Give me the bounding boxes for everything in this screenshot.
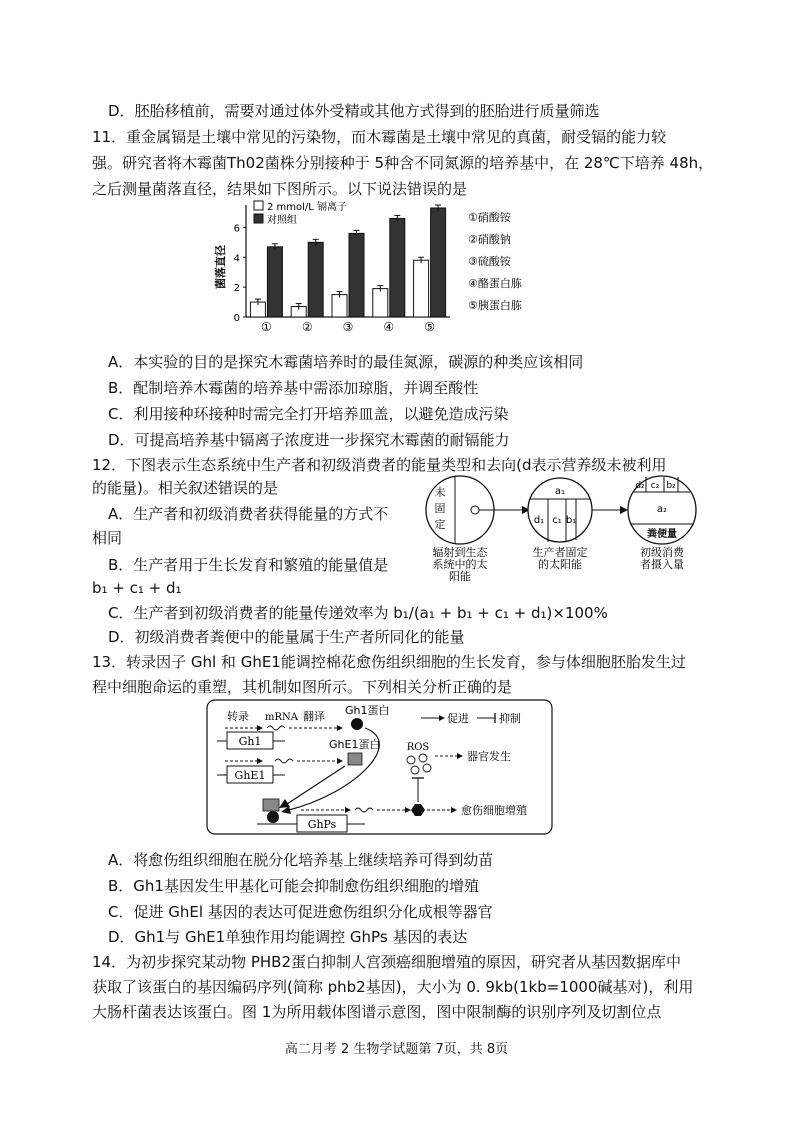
bar-control [390,218,405,317]
q12-d1-label: d₁ [533,515,545,526]
gh1-bound-icon [267,811,279,823]
q12-caption2-line1: 生产者固定 [532,546,588,559]
q13-ghe1-gene-label: GhE1 [234,769,266,782]
q13-ghps-gene-label: GhPs [307,818,337,831]
q12-b2-label: b₂ [666,481,676,491]
legend-swatch [254,214,263,223]
q13-option-c: C．促进 GhEl 基因的表达可促进愈伤组织分化成根等器官 [108,903,493,921]
q11-stem-line-3: 之后测量菌落直径，结果如下图所示。以下说法错误的是 [92,180,468,198]
q12-c1-label: c₁ [552,515,562,526]
bar-control [267,247,282,317]
ros-bubble-icon [411,766,419,774]
q12-caption1-line3: 阳能 [449,570,471,582]
q12-option-a: A．生产者和初级消费者获得能量的方式不 [108,505,389,523]
q14-stem-line-1: 14．为初步探究某动物 PHB2蛋白抑制人宫颈癌细胞增殖的原因，研究者从基因数据库中 [92,953,682,971]
q12-circle1-char-2: 固 [434,502,446,515]
q12-c2-label: c₂ [650,481,660,491]
x-tick-label: ① [261,320,272,334]
q13-inhibit-label: 抑制 [499,712,521,725]
q13-gh1-gene-label: Gh1 [238,735,262,748]
y-tick-label: 4 [233,253,240,265]
q13-organ-label: 器官发生 [467,750,511,763]
q11-option-d: D．可提高培养基中镉离子浓度进一步探究木霉菌的耐镉能力 [108,431,510,449]
y-tick-label: 2 [233,283,240,295]
q12-d2-label: d₂ [635,481,645,491]
q12-caption1-line1: 辐射到生态 [432,546,488,559]
q12-caption1-line2: 系统中的太 [432,558,488,571]
q11-bar-chart [210,195,550,345]
bar-cadmium [332,295,347,317]
q13-translate-label: 翻译 [303,710,325,723]
q12-b1-label: b₁ [565,515,577,526]
q13-promote-label: 促进 [447,712,469,725]
ros-bubble-icon [407,756,415,764]
bar-cadmium [373,289,388,317]
q11-option-a: A．本实验的目的是探究木霉菌培养时的最佳氮源，碳源的种类应该相同 [108,353,584,371]
q13-transcribe-label: 转录 [227,710,249,723]
q13-ghe1-protein-label: GhE1蛋白 [329,738,381,751]
q13-option-a: A．将愈伤组织细胞在脱分化培养基上继续培养可得到幼苗 [108,851,494,869]
q12-option-a-cont: 相同 [92,529,123,547]
nitrogen-source-label: ⑤胰蛋白胨 [468,299,522,312]
bar-control [431,208,446,317]
q13-stem-line-1: 13．转录因子 Ghl 和 GhE1能调控棉花愈伤组织细胞的生长发育，参与体细胞胚胎发生过 [92,653,686,671]
q13-callus-label: 愈伤细胞增殖 [461,804,527,817]
q12-caption2-line2: 的太阳能 [538,558,582,571]
q12-a2-label: a₂ [656,504,668,515]
q12-option-b-cont: b₁ + c₁ + d₁ [92,579,182,597]
q12-option-c: C．生产者到初级消费者的能量传递效率为 b₁/(a₁ + b₁ + c₁ + d₁)×100% [108,604,608,622]
legend-label: 对照组 [267,215,297,226]
q12-caption3-line1: 初级消费 [640,546,684,559]
q12-option-b: B．生产者用于生长发育和繁殖的能量值是 [108,556,389,574]
q11-option-b: B．配制培养木霉菌的培养基中需添加琼脂，并调至酸性 [108,379,479,397]
page-footer: 高二月考 2 生物学试题第 7页，共 8页 [284,1042,509,1057]
q12-caption3-line2: 者摄入量 [640,558,684,571]
q13-stem-line-2: 程中细胞命运的重塑，其机制如图所示。下列相关分析正确的是 [92,678,513,696]
q14-stem-line-3: 大肠杆菌表达该蛋白。图 1为所用载体图谱示意图，图中限制酶的识别序列及切割位点 [92,1003,662,1021]
nitrogen-source-label: ②硝酸钠 [468,233,511,246]
q11-stem-line-1: 11．重金属镉是土壤中常见的污染物，而木霉菌是土壤中常见的真菌，耐受镉的能力较 [92,128,667,146]
x-tick-label: ④ [383,320,395,334]
q12-dung-label: 粪便量 [647,529,677,540]
q12-stem-line-1: 12．下图表示生态系统中生产者和初级消费者的能量类型和去向(d表示营养级未被利用 [92,456,667,474]
x-tick-label: ③ [342,320,354,334]
q13-ros-label: ROS [406,742,430,753]
x-tick-label: ② [301,320,313,334]
q13-option-d: D．Gh1与 GhE1单独作用均能调控 GhPs 基因的表达 [108,928,468,946]
bar-control [349,233,364,317]
ghe1-protein-icon [348,753,362,765]
bar-control [308,242,323,317]
q14-stem-line-2: 获取了该蛋白的基因编码序列(简称 phb2基因)，大小为 0. 9kb(1kb=1000碱基对)，利用 [92,978,694,996]
q13-mrna-label: mRNA [265,712,298,723]
q13-mechanism-diagram [205,698,555,838]
q12-energy-diagram [410,472,710,582]
q10-option-d: D．胚胎移植前，需要对通过体外受精或其他方式得到的胚胎进行质量筛选 [108,102,600,120]
q12-circle1-char-1: 未 [434,486,446,499]
q11-option-c: C．利用接种环接种时需完全打开培养皿盖，以避免造成污染 [108,405,509,423]
legend-swatch [254,201,263,210]
nitrogen-source-label: ③硫酸铵 [468,255,511,268]
y-tick-label: 6 [233,223,240,235]
q12-stem-line-2: 的能量)。相关叙述错误的是 [92,479,278,497]
bar-cadmium [414,260,429,317]
q13-gh1-protein-label: Gh1蛋白 [345,704,390,717]
ros-bubble-icon [419,754,427,762]
q12-option-d: D．初级消费者粪便中的能量属于生产者所同化的能量 [108,628,465,646]
nitrogen-source-label: ④酪蛋白胨 [468,277,522,290]
q11-stem-line-2: 强。研究者将木霉菌Th02菌株分别接种于 5种含不同氮源的培养基中，在 28℃下培养 48h， [92,154,714,172]
ghe1-bound-icon [263,799,279,811]
ros-bubble-icon [423,764,431,772]
y-axis-label: 菌落直径 [214,245,227,289]
q12-a1-label: a₁ [554,486,566,497]
x-tick-label: ⑤ [424,320,435,334]
y-tick-label: 0 [233,313,240,324]
q13-option-b: B．Gh1基因发生甲基化可能会抑制愈伤组织细胞的增殖 [108,877,479,895]
nitrogen-source-label: ①硝酸铵 [468,211,511,224]
gh1-protein-icon [351,718,363,730]
q12-circle1-char-3: 定 [434,518,446,531]
legend-label: 2 mmol/L 镉离子 [267,202,348,213]
